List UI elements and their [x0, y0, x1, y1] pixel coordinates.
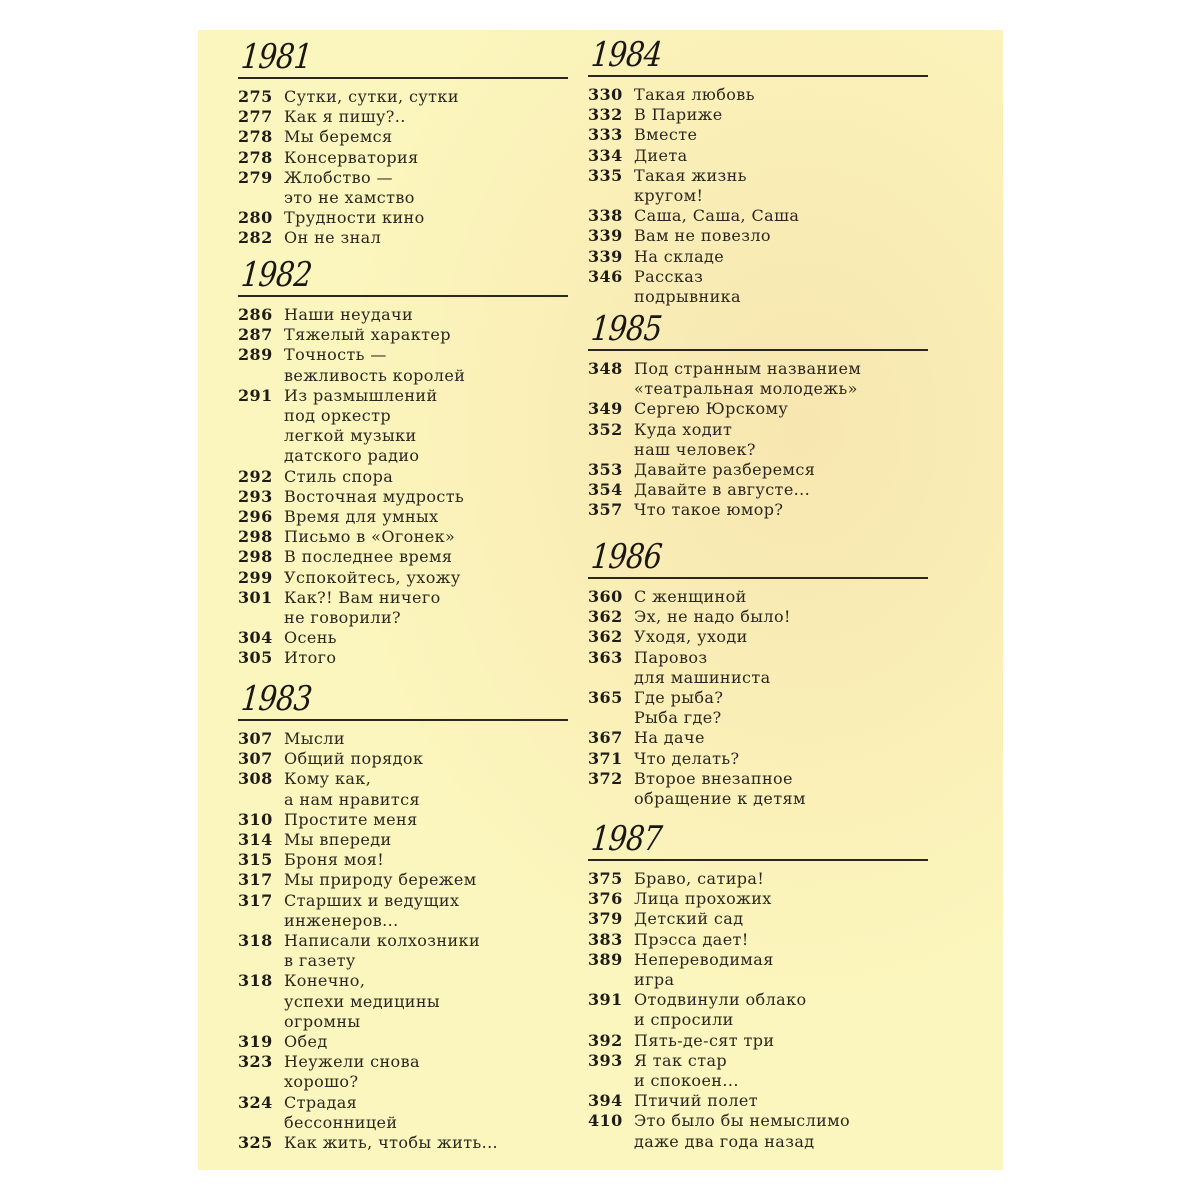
toc-entry — [588, 125, 928, 145]
page-number: 357 — [588, 500, 623, 520]
year-heading: 1984 — [589, 35, 664, 75]
entry-title: Сутки, сутки, сутки — [284, 87, 459, 106]
page-number: 301 — [238, 587, 273, 607]
page-number: 339 — [588, 246, 623, 266]
toc-entry — [238, 749, 568, 769]
toc-entry — [588, 749, 928, 769]
entry-title: Диета — [634, 145, 688, 165]
toc-entry — [588, 930, 928, 950]
page-number: 332 — [588, 105, 623, 125]
year-section — [588, 537, 928, 809]
entry-title: Вместе — [634, 125, 698, 145]
entry-title: Наши неудачи — [284, 305, 414, 324]
year-section — [238, 37, 568, 249]
entry-title: Вам не повезло — [634, 226, 771, 246]
toc-entry — [588, 909, 928, 929]
toc-entry — [238, 87, 568, 107]
page-number: 379 — [588, 909, 623, 929]
page-number: 305 — [238, 648, 273, 668]
entry-title: Мы впереди — [284, 830, 392, 850]
page-number: 394 — [588, 1091, 623, 1111]
toc-entry — [588, 648, 928, 688]
toc-entry — [588, 627, 928, 647]
toc-entry — [588, 420, 928, 460]
toc-entry — [238, 971, 568, 1032]
entry-title: Как я пишу?.. — [284, 107, 406, 127]
toc-entry — [588, 399, 928, 419]
page-number: 299 — [238, 567, 273, 587]
entry-title: Написали колхозники в газету — [284, 931, 481, 971]
toc-entry — [238, 850, 568, 870]
page-number: 346 — [588, 266, 623, 286]
entry-title: Отодвинули облако и спросили — [634, 990, 807, 1030]
entry-title: Как?! Вам ничего не говорили? — [284, 587, 441, 628]
entry-title: Такая жизнь кругом! — [634, 165, 747, 206]
toc-entry — [238, 830, 568, 850]
page-number: 392 — [588, 1030, 623, 1050]
year-heading: 1986 — [589, 537, 664, 577]
page-number: 318 — [238, 971, 273, 991]
page-number: 330 — [588, 85, 623, 104]
entry-title: В Париже — [634, 105, 723, 125]
section-rule — [588, 859, 928, 861]
entry-title: Птичий полет — [634, 1091, 759, 1111]
toc-entry — [238, 148, 568, 168]
page-number: 391 — [588, 990, 623, 1010]
page-number: 317 — [238, 890, 273, 910]
entry-title: Конечно, успехи медицины огромны — [284, 971, 441, 1031]
toc-entry — [588, 688, 928, 728]
section-rule — [238, 719, 568, 721]
entry-title: Детский сад — [634, 909, 744, 929]
entry-title: Лица прохожих — [634, 889, 772, 909]
toc-entry — [238, 107, 568, 127]
page-number: 296 — [238, 507, 273, 527]
entry-title: Успокойтесь, ухожу — [284, 567, 461, 587]
toc-entry — [238, 305, 568, 325]
toc-entry — [588, 869, 928, 889]
entry-title: Обед — [284, 1032, 328, 1052]
entry-title: Прэсса дает! — [634, 929, 749, 949]
page-number: 286 — [238, 305, 273, 324]
toc-entry — [588, 1051, 928, 1091]
toc-entry — [588, 206, 928, 226]
entry-title: Где рыба? Рыба где? — [634, 688, 724, 728]
entry-title: Браво, сатира! — [634, 869, 765, 888]
toc-entry — [588, 769, 928, 809]
toc-entry — [588, 460, 928, 480]
toc-entry — [238, 628, 568, 648]
page-number: 362 — [588, 627, 623, 647]
page-number: 349 — [588, 399, 623, 419]
section-rule — [588, 349, 928, 351]
entry-title: На складе — [634, 246, 725, 266]
toc-entry — [588, 728, 928, 748]
page-number: 324 — [238, 1092, 273, 1112]
page-number: 317 — [238, 870, 273, 890]
page-number: 393 — [588, 1050, 623, 1070]
page-number: 362 — [588, 607, 623, 627]
toc-entry — [238, 891, 568, 931]
entry-title: Второе внезапное обращение к детям — [634, 768, 806, 809]
toc-entry — [238, 870, 568, 890]
toc-entry — [588, 359, 928, 399]
page-number: 278 — [238, 127, 273, 147]
page-number: 277 — [238, 107, 273, 127]
entry-title: Он не знал — [284, 228, 382, 248]
entry-title: Общий порядок — [284, 749, 424, 769]
entry-title: Мы природу бережем — [284, 870, 477, 890]
toc-entry — [238, 487, 568, 507]
toc-entry — [588, 500, 928, 520]
toc-entry — [588, 166, 928, 206]
entry-title: Стиль спора — [284, 466, 394, 486]
entry-title: Паровоз для машиниста — [634, 647, 771, 687]
year-heading: 1983 — [239, 679, 314, 719]
entry-title: Что делать? — [634, 748, 740, 768]
section-rule — [588, 577, 928, 579]
entry-title: Я так стар и спокоен... — [634, 1050, 739, 1091]
toc-entry — [238, 648, 568, 668]
entry-title: Давайте разберемся — [634, 460, 816, 480]
entry-title: Броня моя! — [284, 850, 385, 870]
toc-entry — [588, 85, 928, 105]
entry-title: Сергею Юрскому — [634, 399, 789, 419]
entry-title: Из размышлений под оркестр легкой музыки датского радио — [284, 385, 438, 466]
toc-entry — [588, 950, 928, 990]
page-number: 365 — [588, 688, 623, 708]
toc-entry — [238, 127, 568, 147]
entry-title: Под странным названием «театральная молодежь» — [634, 359, 862, 399]
page-number: 354 — [588, 480, 623, 500]
toc-entry — [238, 931, 568, 971]
page-number: 307 — [238, 749, 273, 769]
toc-entry — [238, 228, 568, 248]
toc-entry — [238, 729, 568, 749]
page-number: 315 — [238, 850, 273, 870]
toc-entry — [238, 810, 568, 830]
page-number: 298 — [238, 527, 273, 547]
toc-entry — [588, 889, 928, 909]
section-rule — [238, 295, 568, 297]
entry-title: Осень — [284, 628, 337, 648]
toc-entry — [588, 146, 928, 166]
page-number: 389 — [588, 949, 623, 969]
page-number: 289 — [238, 345, 273, 365]
page-number: 275 — [238, 87, 273, 106]
toc-entry — [238, 769, 568, 809]
section-rule — [588, 75, 928, 77]
toc-entry — [588, 1111, 928, 1151]
entry-title: В последнее время — [284, 547, 453, 567]
page-number: 323 — [238, 1052, 273, 1072]
page-number: 319 — [238, 1032, 273, 1052]
entry-title: Неужели снова хорошо? — [284, 1052, 420, 1092]
page-number: 308 — [238, 769, 273, 789]
toc-entry — [588, 1091, 928, 1111]
entry-title: Трудности кино — [284, 208, 425, 228]
year-heading: 1981 — [239, 37, 314, 77]
page-number: 292 — [238, 466, 273, 486]
page-number: 360 — [588, 587, 623, 606]
entry-title: Как жить, чтобы жить... — [284, 1133, 499, 1153]
entry-title: Это было бы немыслимо даже два года назад — [634, 1111, 851, 1151]
toc-entry — [238, 507, 568, 527]
entry-title: Страдая бессонницей — [284, 1092, 398, 1132]
toc-entry — [588, 247, 928, 267]
entry-title: С женщиной — [634, 587, 747, 606]
toc-entry — [238, 345, 568, 385]
entry-title: Саша, Саша, Саша — [634, 206, 800, 226]
page-number: 339 — [588, 226, 623, 246]
book-page — [198, 30, 1003, 1170]
page-number: 353 — [588, 460, 623, 480]
page-number: 310 — [238, 809, 273, 829]
page-number: 335 — [588, 165, 623, 185]
page-number: 348 — [588, 359, 623, 378]
toc-entry — [238, 547, 568, 567]
entry-title: Консерватория — [284, 147, 419, 167]
entry-title: Уходя, уходи — [634, 627, 748, 647]
year-section — [588, 819, 928, 1152]
entry-title: Кому как, а нам нравится — [284, 769, 420, 809]
year-section — [238, 255, 568, 669]
toc-entry — [238, 386, 568, 467]
entry-title: Непереводимая игра — [634, 949, 774, 990]
entry-title: Восточная мудрость — [284, 486, 465, 506]
toc-entry — [588, 267, 928, 307]
page-number: 325 — [238, 1133, 273, 1153]
entry-title: Простите меня — [284, 809, 418, 829]
toc-entry — [588, 990, 928, 1030]
toc-entry — [238, 1133, 568, 1153]
toc-entry — [238, 588, 568, 628]
page-number: 293 — [238, 486, 273, 506]
toc-entry — [238, 467, 568, 487]
page-number: 334 — [588, 145, 623, 165]
page-number: 371 — [588, 748, 623, 768]
entry-title: Такая любовь — [634, 85, 755, 104]
toc-entry — [238, 325, 568, 345]
entry-title: Жлобство — это не хамство — [284, 167, 415, 208]
entry-title: Старших и ведущих инженеров... — [284, 890, 460, 930]
entry-title: Точность — вежливость королей — [284, 345, 466, 385]
toc-entry — [238, 1032, 568, 1052]
toc-entry — [588, 607, 928, 627]
toc-entry — [588, 587, 928, 607]
toc-entry — [238, 568, 568, 588]
page-number: 375 — [588, 869, 623, 888]
year-heading: 1982 — [239, 255, 314, 295]
entry-title: Куда ходит наш человек? — [634, 419, 756, 459]
page-number: 333 — [588, 125, 623, 145]
toc-entry — [588, 226, 928, 246]
page-number: 338 — [588, 206, 623, 226]
entry-title: Время для умных — [284, 507, 439, 527]
page-number: 314 — [238, 830, 273, 850]
entry-title: Письмо в «Огонек» — [284, 527, 456, 547]
toc-entry — [238, 527, 568, 547]
page-number: 291 — [238, 385, 273, 405]
page-number: 278 — [238, 147, 273, 167]
page-number: 307 — [238, 729, 273, 748]
page-number: 304 — [238, 628, 273, 648]
page-number: 367 — [588, 728, 623, 748]
page-number: 352 — [588, 419, 623, 439]
page-number: 298 — [238, 547, 273, 567]
page-number: 372 — [588, 768, 623, 788]
page-number: 282 — [238, 228, 273, 248]
entry-title: Мы беремся — [284, 127, 393, 147]
page-number: 279 — [238, 167, 273, 187]
year-heading: 1987 — [589, 819, 664, 859]
entry-title: На даче — [634, 728, 705, 748]
year-section — [588, 309, 928, 521]
toc-entry — [238, 168, 568, 208]
entry-title: Давайте в августе... — [634, 480, 811, 500]
page-number: 318 — [238, 931, 273, 951]
page-number: 287 — [238, 325, 273, 345]
year-heading: 1985 — [589, 309, 664, 349]
entry-title: Тяжелый характер — [284, 325, 451, 345]
page-number: 280 — [238, 208, 273, 228]
toc-entry — [238, 208, 568, 228]
entry-title: Эх, не надо было! — [634, 607, 791, 627]
toc-entry — [238, 1093, 568, 1133]
entry-title: Итого — [284, 648, 337, 668]
page-number: 376 — [588, 889, 623, 909]
section-rule — [238, 77, 568, 79]
page-number: 363 — [588, 647, 623, 667]
year-section — [588, 35, 928, 307]
entry-title: Пять-де-сят три — [634, 1030, 775, 1050]
toc-entry — [588, 105, 928, 125]
page-number: 383 — [588, 929, 623, 949]
entry-title: Рассказ подрывника — [634, 266, 741, 307]
toc-entry — [238, 1052, 568, 1092]
entry-title: Что такое юмор? — [634, 500, 784, 520]
toc-entry — [588, 480, 928, 500]
toc-entry — [588, 1031, 928, 1051]
entry-title: Мысли — [284, 729, 345, 748]
page-number: 410 — [588, 1111, 623, 1131]
year-section — [238, 679, 568, 1153]
